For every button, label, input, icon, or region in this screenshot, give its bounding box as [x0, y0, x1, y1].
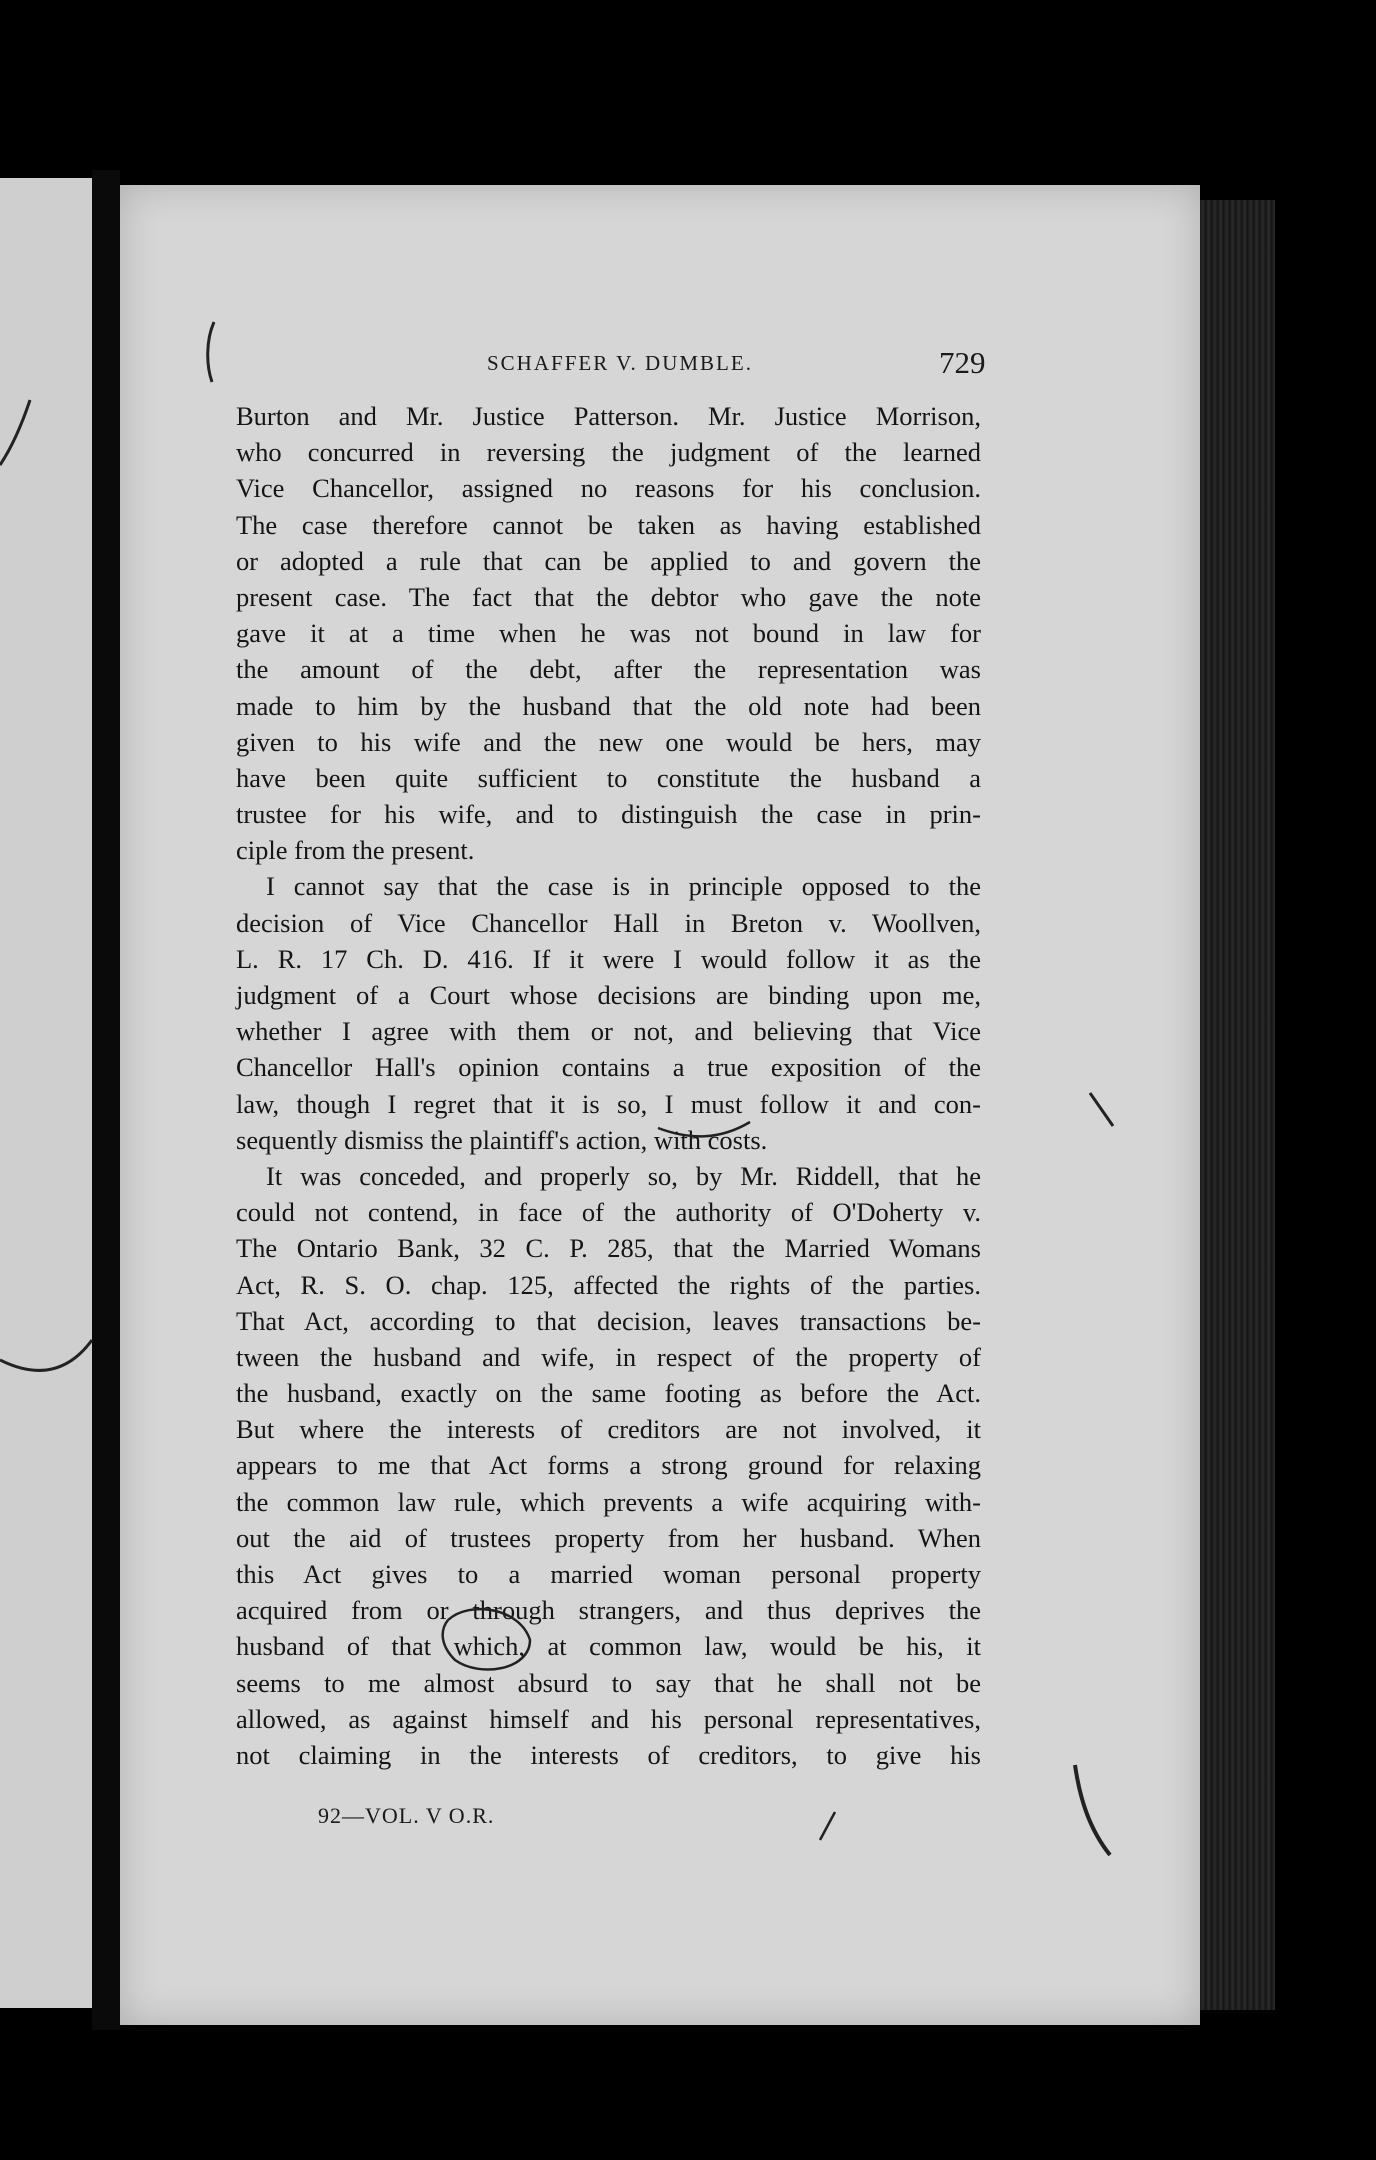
text-line: sequently dismiss the plaintiff's action, with costs.: [236, 1124, 768, 1155]
text-line: It was conceded, and properly so, by Mr. Riddell, that he: [266, 1160, 981, 1191]
text-line: the common law rule, which prevents a wife acquiring with-: [236, 1486, 981, 1517]
text-line: Act, R. S. O. chap. 125, affected the rights of the parties.: [236, 1269, 981, 1300]
page-stack-edge: [1200, 200, 1275, 2010]
page-number: 729: [939, 345, 986, 380]
text-line: Chancellor Hall's opinion contains a true exposition of the: [236, 1052, 981, 1083]
signature-mark: 92—VOL. V O.R.: [318, 1803, 495, 1828]
text-line: seems to me almost absurd to say that he shall not be: [236, 1667, 981, 1698]
text-line: law, though I regret that it is so, I must follow it and con-: [236, 1088, 981, 1119]
text-line: the amount of the debt, after the representation was: [236, 654, 981, 685]
book-gutter: [92, 170, 120, 2030]
text-line: who concurred in reversing the judgment of the learned: [236, 437, 981, 468]
text-line: or adopted a rule that can be applied to and govern the: [236, 545, 981, 576]
text-line: decision of Vice Chancellor Hall in Breton v. Woollven,: [236, 907, 981, 938]
text-line: allowed, as against himself and his personal representatives,: [236, 1703, 981, 1734]
text-line: the husband, exactly on the same footing as before the Act.: [236, 1378, 981, 1409]
text-line: The Ontario Bank, 32 C. P. 285, that the Married Womans: [236, 1233, 981, 1264]
running-head: SCHAFFER V. DUMBLE.: [487, 351, 753, 375]
text-line: I cannot say that the case is in principle opposed to the: [266, 871, 981, 902]
text-line: The case therefore cannot be taken as having established: [236, 509, 981, 540]
text-line: given to his wife and the new one would be hers, may: [236, 726, 981, 757]
text-line: But where the interests of creditors are not involved, it: [236, 1414, 981, 1445]
text-line: have been quite sufficient to constitute the husband a: [236, 762, 981, 793]
text-line: gave it at a time when he was not bound in law for: [236, 618, 981, 649]
text-line: present case. The fact that the debtor who gave the note: [236, 581, 981, 612]
text-line: Vice Chancellor, assigned no reasons for his conclusion.: [236, 473, 981, 504]
text-line: not claiming in the interests of creditors, to give his: [236, 1739, 981, 1770]
text-line: acquired from or through strangers, and thus deprives the: [236, 1595, 981, 1626]
text-line: this Act gives to a married woman personal property: [236, 1559, 981, 1589]
adjacent-page-edge: [0, 178, 92, 2008]
text-line: trustee for his wife, and to distinguish the case in prin-: [236, 799, 981, 830]
text-line: out the aid of trustees property from her husband. When: [236, 1522, 981, 1553]
page-header: [487, 345, 987, 385]
text-line: Burton and Mr. Justice Patterson. Mr. Justice Morrison,: [236, 401, 981, 431]
text-line: tween the husband and wife, in respect of the property of: [236, 1341, 981, 1372]
text-line: ciple from the present.: [236, 835, 475, 866]
text-line: judgment of a Court whose decisions are binding upon me,: [236, 980, 981, 1010]
text-line: made to him by the husband that the old note had been: [236, 690, 981, 721]
text-line: whether I agree with them or not, and believing that Vice: [236, 1016, 981, 1047]
text-line: husband of that which, at common law, would be his, it: [236, 1631, 981, 1662]
text-line: appears to me that Act forms a strong ground for relaxing: [236, 1450, 981, 1481]
body-text: [236, 398, 981, 1773]
text-line: could not contend, in face of the authority of O'Doherty v.: [236, 1197, 981, 1228]
text-line: That Act, according to that decision, leaves transactions be-: [236, 1305, 981, 1336]
text-line: L. R. 17 Ch. D. 416. If it were I would follow it as the: [236, 943, 981, 974]
